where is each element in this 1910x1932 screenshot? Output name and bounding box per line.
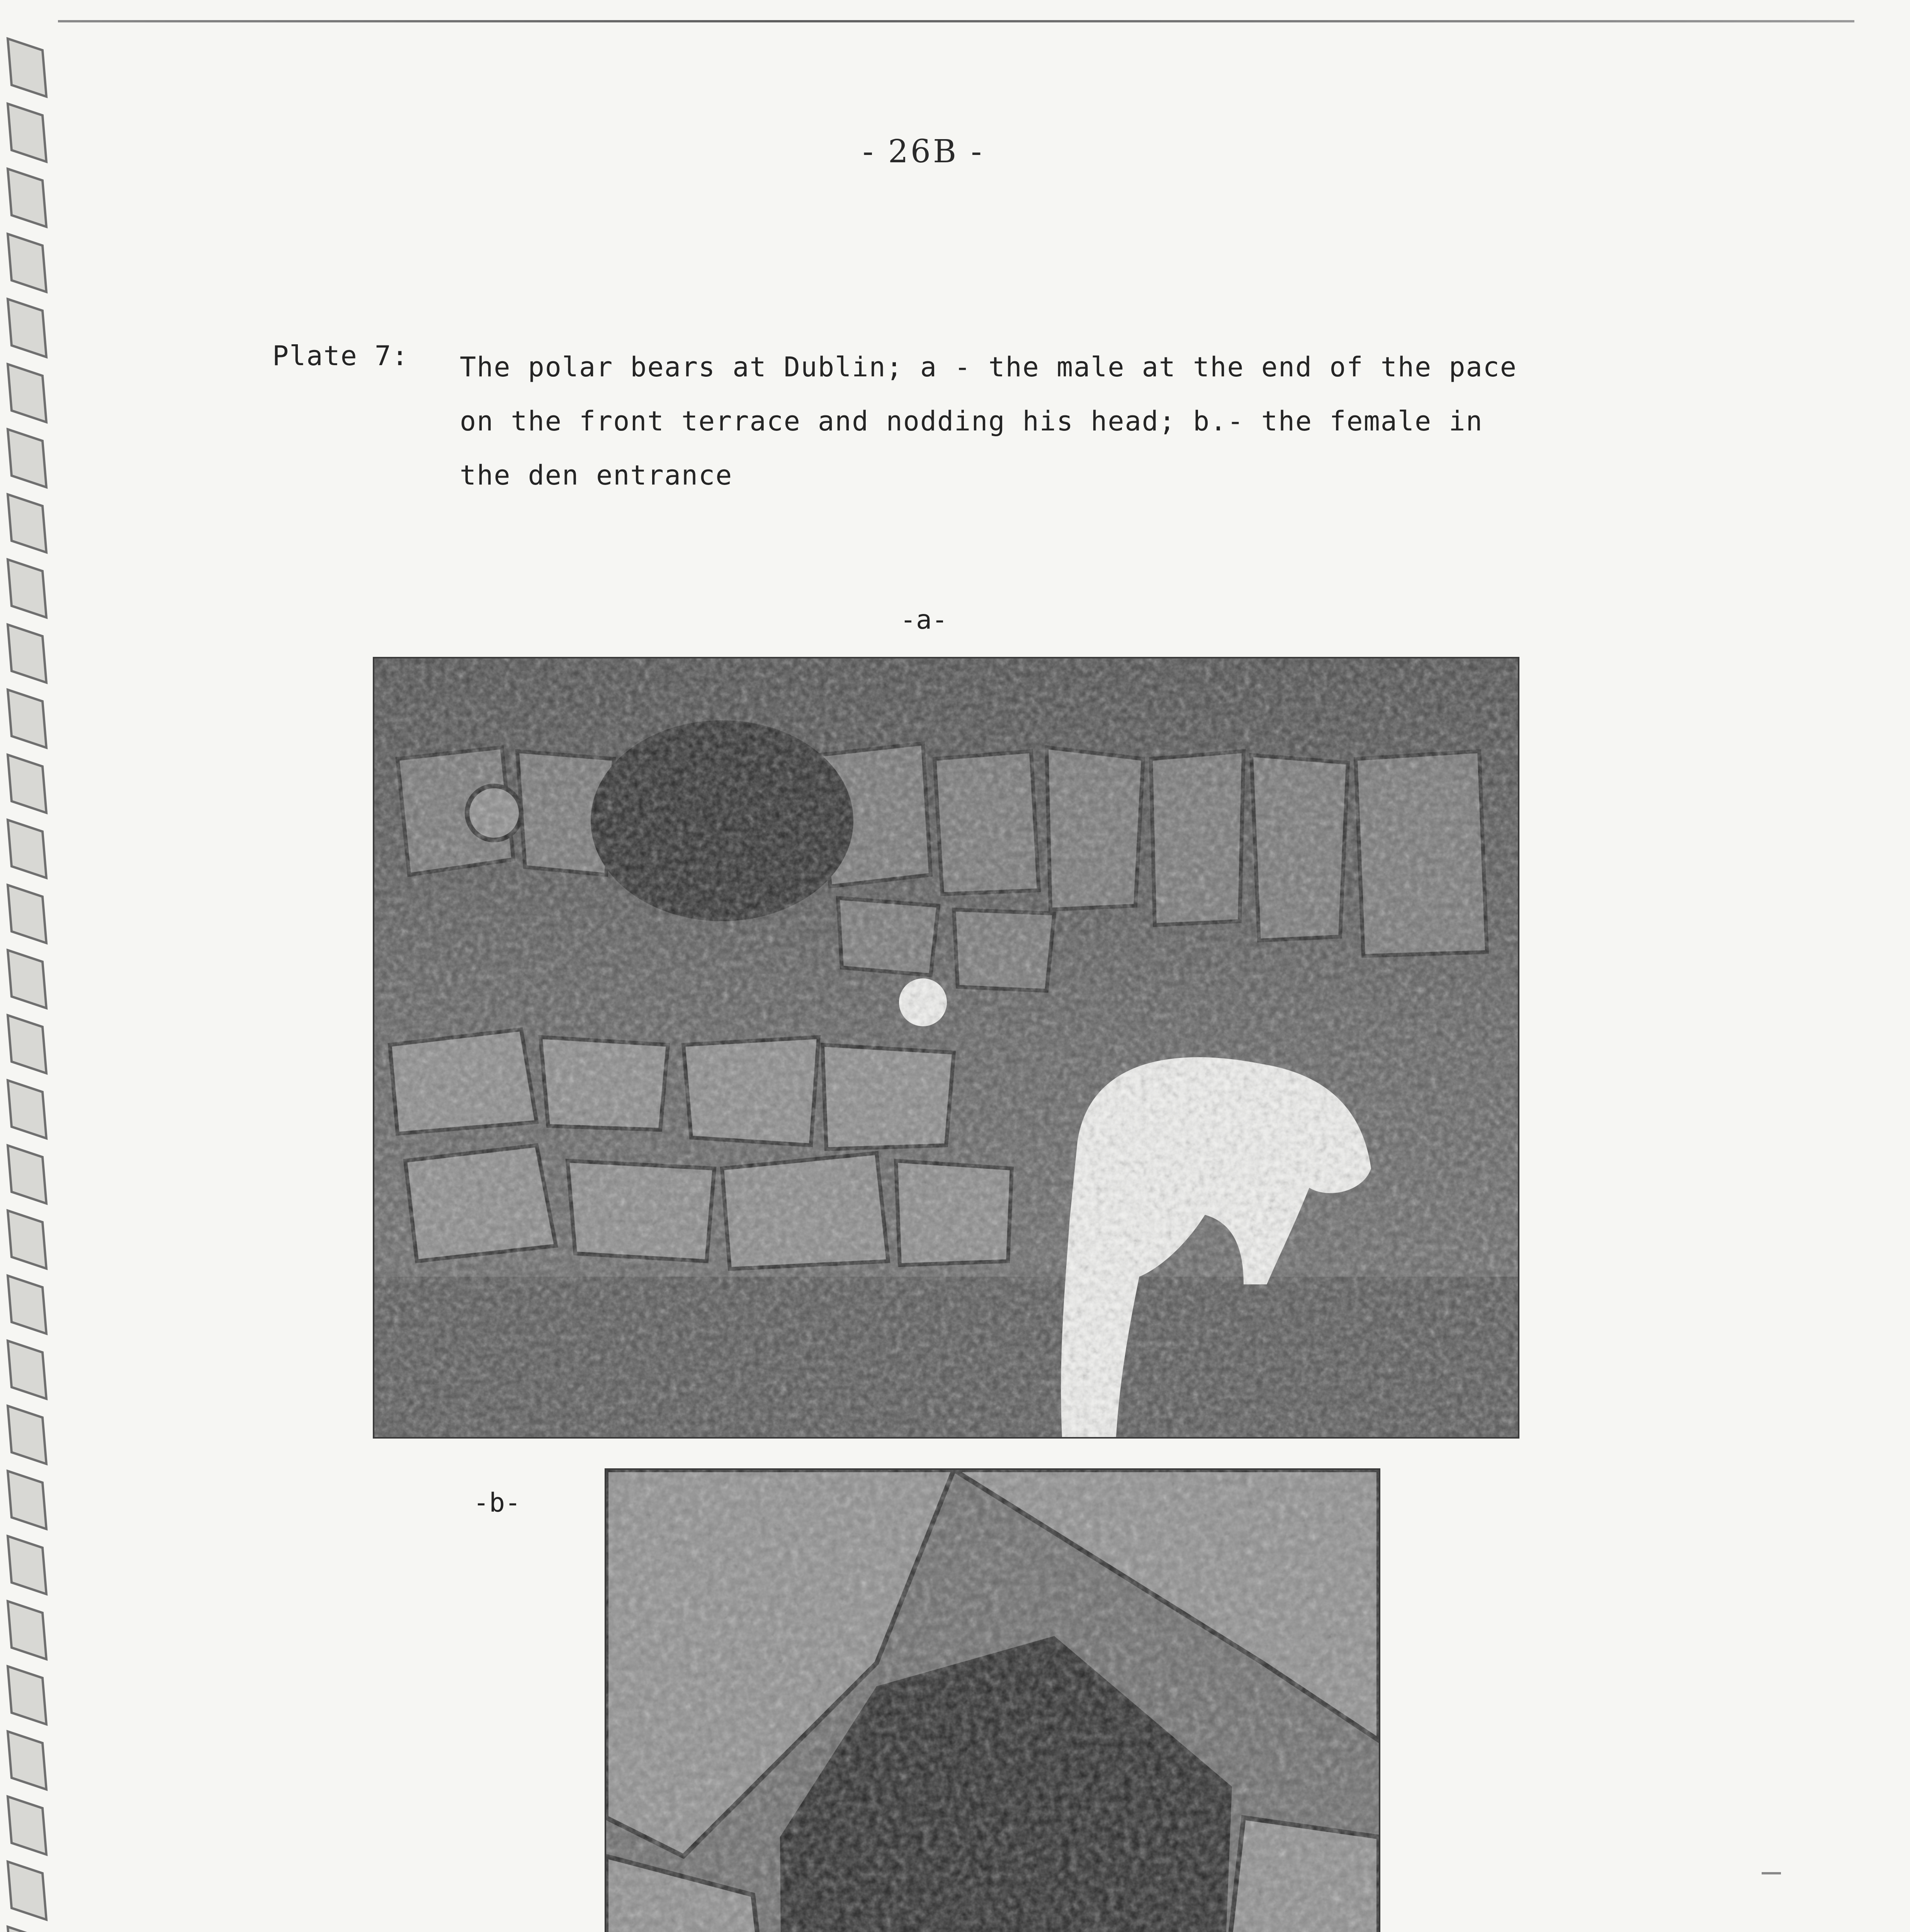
binding-ring (8, 950, 46, 1008)
binding-ring (8, 169, 46, 227)
margin-mark (1762, 1872, 1781, 1874)
binding-ring (8, 234, 46, 292)
caption-line: The polar bears at Dublin; a - the male at the end of the pace (460, 351, 1517, 383)
binding-ring (8, 39, 46, 97)
binding-ring (8, 299, 46, 357)
binding-ring (8, 1536, 46, 1594)
plate-caption (460, 340, 1638, 502)
binding-ring (8, 495, 46, 553)
binding-ring (8, 104, 46, 162)
binding-ring (8, 1406, 46, 1464)
binding-ring (8, 364, 46, 422)
binding-ring (8, 755, 46, 813)
binding-ring (8, 1211, 46, 1269)
photo-a-label: -a- (900, 605, 948, 635)
binding-ring (8, 885, 46, 943)
photo-female-polar-bear-den (605, 1468, 1380, 1932)
plate-label: Plate 7: (272, 340, 409, 372)
binding-ring (8, 820, 46, 878)
binding-ring (8, 1341, 46, 1399)
binding-ring (8, 429, 46, 487)
binding-ring (8, 625, 46, 683)
caption-line: the den entrance (460, 459, 733, 491)
caption-line: on the front terrace and nodding his head; b.- the female in (460, 405, 1483, 437)
binding-ring (8, 560, 46, 617)
photo-b-label: -b- (473, 1488, 521, 1518)
binding-ring (8, 1471, 46, 1529)
binding-ring (8, 1015, 46, 1073)
binding-ring (8, 1797, 46, 1855)
spiral-binding (0, 23, 58, 1932)
page-top-edge (58, 20, 1854, 22)
binding-ring (8, 1276, 46, 1334)
binding-ring (8, 1080, 46, 1138)
binding-ring (8, 1927, 46, 1932)
binding-ring (8, 1146, 46, 1204)
binding-ring (8, 1667, 46, 1725)
binding-ring (8, 690, 46, 748)
binding-ring (8, 1601, 46, 1659)
photo-male-polar-bear-terrace (373, 657, 1519, 1439)
binding-ring (8, 1731, 46, 1789)
page-number: - 26B - (862, 133, 984, 170)
binding-ring (8, 1862, 46, 1920)
